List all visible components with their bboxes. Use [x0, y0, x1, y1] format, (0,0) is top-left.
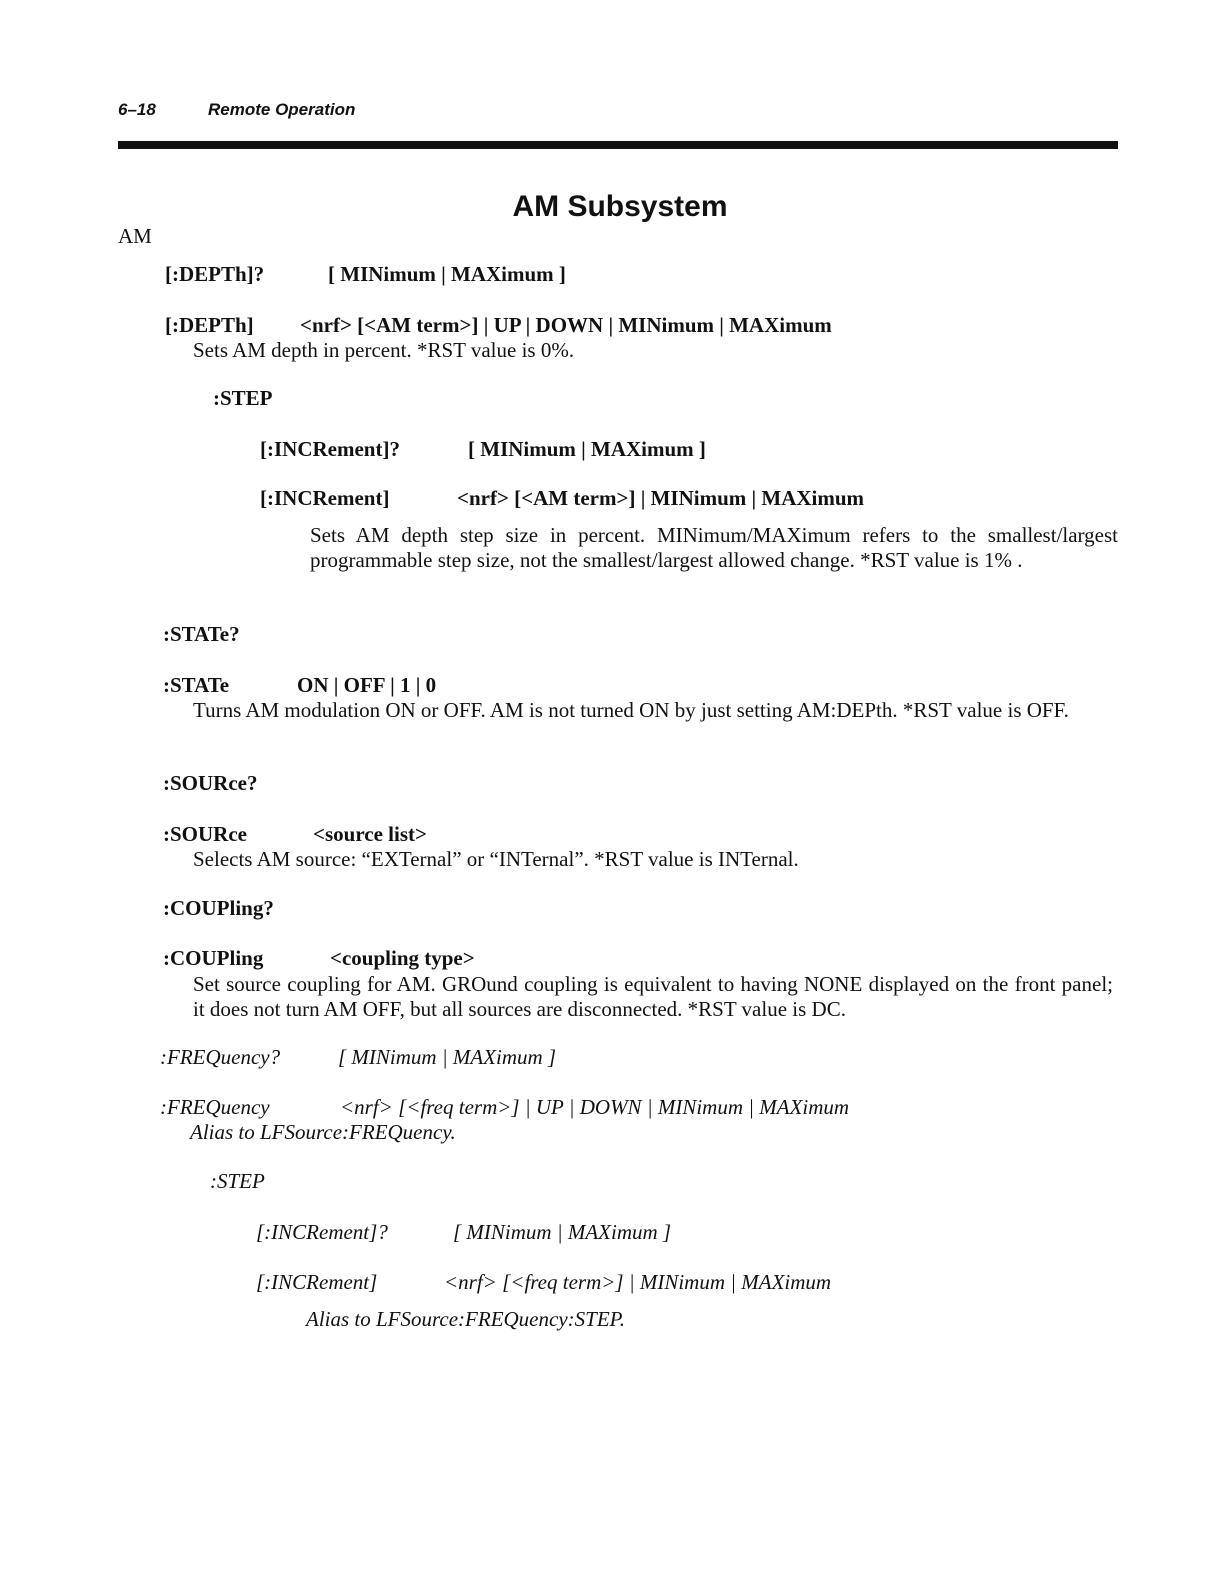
depth-increment-query-args: [ MINimum | MAXimum ]: [468, 437, 706, 461]
subsystem-root: AM: [118, 224, 152, 248]
state-description: Turns AM modulation ON or OFF. AM is not turned ON by just setting AM:DEPth. *RST value is OFF.: [193, 698, 1069, 722]
state-query-command: :STATe?: [163, 622, 240, 646]
source-description: Selects AM source: “EXTernal” or “INTernal”. *RST value is INTernal.: [193, 847, 799, 871]
source-command: :SOURce: [163, 822, 247, 846]
depth-query-args: [ MINimum | MAXimum ]: [328, 262, 566, 286]
frequency-increment-description: Alias to LFSource:FREQuency:STEP.: [306, 1307, 626, 1331]
frequency-step-command: :STEP: [210, 1169, 265, 1193]
frequency-query-args: [ MINimum | MAXimum ]: [338, 1045, 557, 1069]
frequency-query-command: :FREQuency?: [160, 1045, 281, 1069]
depth-increment-args: <nrf> [<AM term>] | MINimum | MAXimum: [457, 486, 865, 510]
coupling-command: :COUPling: [163, 946, 264, 970]
depth-increment-command: [:INCRement]: [260, 486, 390, 510]
frequency-increment-args: <nrf> [<freq term>] | MINimum | MAXimum: [444, 1270, 832, 1294]
frequency-description: Alias to LFSource:FREQuency.: [190, 1120, 456, 1144]
frequency-increment-query-args: [ MINimum | MAXimum ]: [453, 1220, 672, 1244]
depth-step-command: :STEP: [213, 386, 273, 410]
header-rule: [118, 141, 1118, 149]
running-header-section: Remote Operation: [208, 100, 356, 119]
frequency-increment-query-command: [:INCRement]?: [256, 1220, 388, 1244]
depth-command: [:DEPTh]: [165, 313, 254, 337]
depth-increment-query-command: [:INCRement]?: [260, 437, 400, 461]
frequency-increment-command: [:INCRement]: [256, 1270, 378, 1294]
source-args: <source list>: [313, 822, 427, 846]
depth-args: <nrf> [<AM term>] | UP | DOWN | MINimum | MAXimum: [300, 313, 832, 337]
page-title: AM Subsystem: [512, 190, 728, 223]
depth-description: Sets AM depth in percent. *RST value is 0%.: [193, 338, 575, 362]
state-args: ON | OFF | 1 | 0: [297, 673, 437, 697]
page-number: 6–18: [118, 100, 156, 119]
coupling-description: Set source coupling for AM. GROund coupling is equivalent to having NONE displayed on the front panel; it does not turn AM OFF, but all sources are disconnected. *RST value is DC.: [193, 972, 1113, 1021]
coupling-query-command: :COUPling?: [163, 896, 274, 920]
depth-query-command: [:DEPTh]?: [165, 262, 265, 286]
state-command: :STATe: [163, 673, 230, 697]
coupling-args: <coupling type>: [330, 946, 475, 970]
frequency-command: :FREQuency: [160, 1095, 270, 1119]
depth-increment-description: Sets AM depth step size in percent. MINimum/MAXimum refers to the smallest/largest programmable step size, not the smallest/largest allowed change. *RST value is 1% .: [310, 523, 1118, 572]
frequency-args: <nrf> [<freq term>] | UP | DOWN | MINimum | MAXimum: [340, 1095, 850, 1119]
source-query-command: :SOURce?: [163, 771, 258, 795]
